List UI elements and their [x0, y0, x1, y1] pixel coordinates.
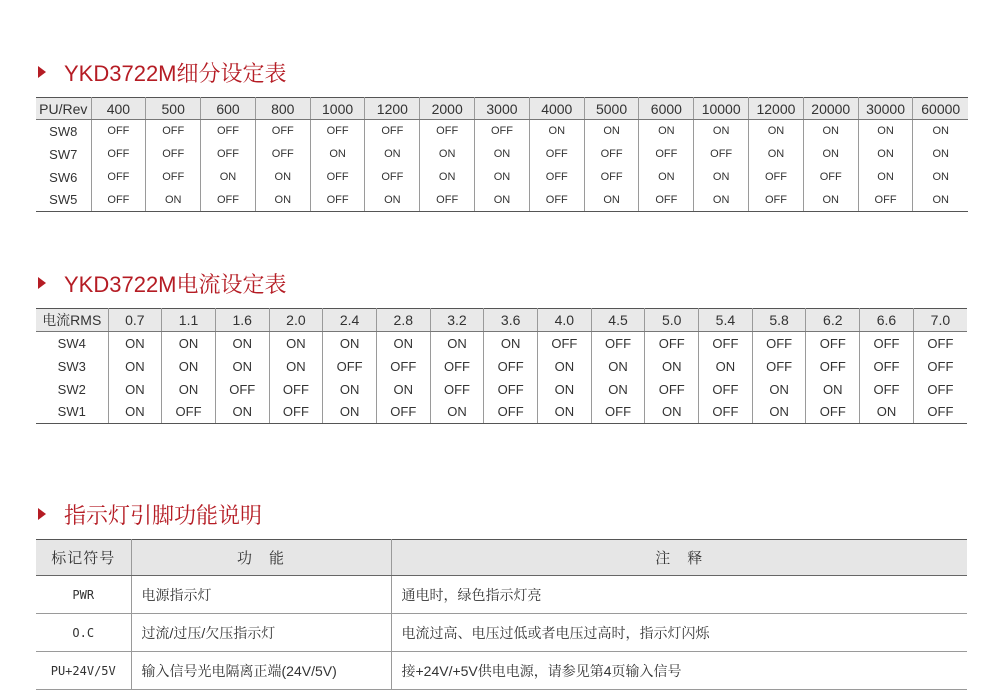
switch-state-cell: OFF	[694, 143, 749, 166]
switch-state-cell: ON	[803, 189, 858, 212]
switch-state-cell: ON	[538, 378, 592, 401]
switch-state-cell: ON	[639, 166, 694, 189]
switch-state-cell: ON	[162, 355, 216, 378]
subdivision-header-cell: 12000	[749, 98, 804, 120]
current-header-cell: 电流RMS	[36, 309, 108, 332]
switch-state-cell: OFF	[913, 401, 967, 424]
switch-state-cell: ON	[108, 332, 162, 355]
current-header-cell: 0.7	[108, 309, 162, 332]
subdivision-header-cell: 4000	[529, 98, 584, 120]
subdivision-header-row	[36, 98, 968, 120]
switch-label: SW5	[36, 189, 91, 212]
switch-state-cell: OFF	[430, 355, 484, 378]
switch-state-cell: ON	[420, 166, 475, 189]
switch-state-cell: ON	[376, 332, 430, 355]
switch-label: SW1	[36, 401, 108, 424]
switch-state-cell: OFF	[91, 166, 146, 189]
switch-state-cell: OFF	[584, 143, 639, 166]
switch-state-cell: ON	[420, 143, 475, 166]
subdivision-header-cell: 600	[201, 98, 256, 120]
switch-state-cell: OFF	[806, 355, 860, 378]
switch-state-cell: OFF	[860, 355, 914, 378]
switch-state-cell: ON	[591, 378, 645, 401]
switch-label: SW7	[36, 143, 91, 166]
switch-state-cell: OFF	[645, 378, 699, 401]
switch-state-cell: OFF	[913, 332, 967, 355]
switch-state-cell: OFF	[201, 120, 256, 143]
subdivision-header-cell: 20000	[803, 98, 858, 120]
switch-state-cell: ON	[255, 166, 310, 189]
triangle-bullet-icon	[38, 277, 46, 289]
table-row	[36, 401, 967, 424]
pins-title-text: 指示灯引脚功能说明	[64, 502, 263, 528]
subdivision-table	[36, 97, 968, 212]
switch-state-cell: ON	[694, 189, 749, 212]
switch-state-cell: ON	[806, 378, 860, 401]
switch-state-cell: ON	[591, 355, 645, 378]
table-row	[36, 332, 967, 355]
switch-state-cell: ON	[108, 355, 162, 378]
current-header-cell: 6.6	[860, 309, 914, 332]
switch-state-cell: OFF	[376, 401, 430, 424]
current-header-cell: 2.8	[376, 309, 430, 332]
switch-state-cell: OFF	[699, 401, 753, 424]
subdivision-header-cell: 30000	[858, 98, 913, 120]
current-header-row	[36, 309, 967, 332]
switch-state-cell: ON	[860, 401, 914, 424]
pins-header-function: 功 能	[131, 540, 391, 576]
current-header-cell: 5.0	[645, 309, 699, 332]
switch-label: SW3	[36, 355, 108, 378]
table-row	[36, 120, 968, 143]
switch-state-cell: OFF	[913, 378, 967, 401]
current-header-cell: 6.2	[806, 309, 860, 332]
switch-state-cell: ON	[215, 401, 269, 424]
subdivision-header-cell: 800	[255, 98, 310, 120]
table-row	[36, 614, 967, 652]
switch-state-cell: OFF	[430, 378, 484, 401]
switch-state-cell: OFF	[201, 143, 256, 166]
switch-state-cell: OFF	[538, 332, 592, 355]
switch-state-cell: OFF	[310, 189, 365, 212]
switch-state-cell: OFF	[215, 378, 269, 401]
switch-state-cell: OFF	[310, 166, 365, 189]
switch-state-cell: OFF	[484, 378, 538, 401]
switch-state-cell: OFF	[91, 189, 146, 212]
pins-section-title	[38, 499, 262, 529]
switch-state-cell: ON	[146, 189, 201, 212]
switch-state-cell: ON	[584, 120, 639, 143]
switch-state-cell: ON	[858, 166, 913, 189]
switch-state-cell: OFF	[749, 166, 804, 189]
subdivision-header-cell: 6000	[639, 98, 694, 120]
switch-state-cell: OFF	[645, 332, 699, 355]
switch-state-cell: OFF	[806, 332, 860, 355]
switch-state-cell: OFF	[484, 355, 538, 378]
switch-state-cell: ON	[913, 166, 968, 189]
table-row	[36, 652, 967, 690]
switch-state-cell: OFF	[529, 166, 584, 189]
pins-header-row	[36, 540, 967, 576]
subdivision-header-cell: 1000	[310, 98, 365, 120]
switch-state-cell: ON	[699, 355, 753, 378]
pins-header-symbol: 标记符号	[36, 540, 131, 576]
switch-state-cell: ON	[645, 355, 699, 378]
switch-state-cell: OFF	[91, 120, 146, 143]
switch-state-cell: OFF	[858, 189, 913, 212]
switch-state-cell: ON	[858, 120, 913, 143]
switch-state-cell: OFF	[749, 189, 804, 212]
switch-state-cell: OFF	[584, 166, 639, 189]
pins-table	[36, 539, 967, 690]
switch-state-cell: ON	[858, 143, 913, 166]
switch-state-cell: ON	[365, 189, 420, 212]
switch-state-cell: ON	[310, 143, 365, 166]
switch-state-cell: OFF	[365, 120, 420, 143]
switch-state-cell: ON	[215, 332, 269, 355]
switch-state-cell: ON	[201, 166, 256, 189]
table-row	[36, 166, 968, 189]
table-row	[36, 143, 968, 166]
switch-state-cell: ON	[162, 378, 216, 401]
pin-symbol: PU+24V/5V	[36, 652, 131, 690]
switch-state-cell: ON	[803, 120, 858, 143]
switch-state-cell: ON	[475, 166, 530, 189]
switch-state-cell: OFF	[310, 120, 365, 143]
switch-state-cell: ON	[639, 120, 694, 143]
current-title-text: YKD3722M电流设定表	[64, 271, 287, 297]
switch-state-cell: ON	[215, 355, 269, 378]
switch-state-cell: ON	[913, 189, 968, 212]
switch-state-cell: ON	[430, 332, 484, 355]
switch-state-cell: ON	[645, 401, 699, 424]
switch-state-cell: ON	[323, 378, 377, 401]
current-header-cell: 7.0	[913, 309, 967, 332]
subdivision-header-cell: 2000	[420, 98, 475, 120]
triangle-bullet-icon	[38, 66, 46, 78]
switch-state-cell: OFF	[376, 355, 430, 378]
pin-symbol: PWR	[36, 576, 131, 614]
switch-label: SW6	[36, 166, 91, 189]
switch-state-cell: ON	[376, 378, 430, 401]
switch-state-cell: OFF	[365, 166, 420, 189]
switch-state-cell: OFF	[699, 378, 753, 401]
subdivision-section-title	[38, 57, 287, 87]
switch-state-cell: ON	[749, 143, 804, 166]
current-header-cell: 1.6	[215, 309, 269, 332]
switch-state-cell: OFF	[146, 166, 201, 189]
subdivision-header-cell: 60000	[913, 98, 968, 120]
current-header-cell: 3.6	[484, 309, 538, 332]
switch-state-cell: ON	[162, 332, 216, 355]
current-header-cell: 4.5	[591, 309, 645, 332]
switch-state-cell: OFF	[591, 332, 645, 355]
switch-state-cell: OFF	[752, 332, 806, 355]
pin-symbol: O.C	[36, 614, 131, 652]
table-row	[36, 355, 967, 378]
switch-state-cell: ON	[694, 120, 749, 143]
pins-header-note: 注 释	[391, 540, 967, 576]
table-row	[36, 189, 968, 212]
switch-label: SW4	[36, 332, 108, 355]
switch-state-cell: ON	[538, 401, 592, 424]
switch-state-cell: ON	[913, 143, 968, 166]
switch-state-cell: ON	[255, 189, 310, 212]
switch-state-cell: OFF	[806, 401, 860, 424]
switch-state-cell: OFF	[255, 120, 310, 143]
switch-state-cell: ON	[269, 332, 323, 355]
switch-state-cell: ON	[269, 355, 323, 378]
switch-state-cell: OFF	[699, 332, 753, 355]
table-row	[36, 378, 967, 401]
subdivision-header-cell: 500	[146, 98, 201, 120]
switch-state-cell: ON	[752, 401, 806, 424]
switch-state-cell: OFF	[420, 120, 475, 143]
switch-state-cell: OFF	[146, 143, 201, 166]
table-row	[36, 576, 967, 614]
switch-state-cell: ON	[584, 189, 639, 212]
switch-state-cell: ON	[108, 401, 162, 424]
current-header-cell: 1.1	[162, 309, 216, 332]
current-header-cell: 5.4	[699, 309, 753, 332]
switch-state-cell: OFF	[269, 401, 323, 424]
switch-state-cell: ON	[529, 120, 584, 143]
switch-state-cell: OFF	[752, 355, 806, 378]
switch-state-cell: ON	[803, 143, 858, 166]
current-header-cell: 3.2	[430, 309, 484, 332]
switch-state-cell: ON	[108, 378, 162, 401]
switch-state-cell: ON	[430, 401, 484, 424]
subdivision-header-cell: 400	[91, 98, 146, 120]
current-header-cell: 2.4	[323, 309, 377, 332]
switch-state-cell: OFF	[860, 332, 914, 355]
pin-function: 电源指示灯	[131, 576, 391, 614]
triangle-bullet-icon	[38, 508, 46, 520]
pin-function: 输入信号光电隔离正端(24V/5V)	[131, 652, 391, 690]
switch-state-cell: OFF	[639, 143, 694, 166]
switch-state-cell: ON	[913, 120, 968, 143]
current-header-cell: 5.8	[752, 309, 806, 332]
switch-state-cell: OFF	[323, 355, 377, 378]
switch-state-cell: OFF	[639, 189, 694, 212]
switch-state-cell: OFF	[420, 189, 475, 212]
switch-state-cell: ON	[323, 401, 377, 424]
subdivision-header-cell: 3000	[475, 98, 530, 120]
subdivision-header-cell: 5000	[584, 98, 639, 120]
switch-label: SW2	[36, 378, 108, 401]
switch-state-cell: OFF	[529, 143, 584, 166]
pin-note: 接+24V/+5V供电电源，请参见第4页输入信号	[391, 652, 967, 690]
switch-state-cell: OFF	[803, 166, 858, 189]
subdivision-header-cell: 1200	[365, 98, 420, 120]
switch-state-cell: OFF	[255, 143, 310, 166]
switch-state-cell: OFF	[475, 120, 530, 143]
switch-state-cell: ON	[694, 166, 749, 189]
switch-state-cell: ON	[484, 332, 538, 355]
switch-state-cell: OFF	[529, 189, 584, 212]
switch-state-cell: OFF	[91, 143, 146, 166]
switch-state-cell: ON	[475, 189, 530, 212]
current-header-cell: 2.0	[269, 309, 323, 332]
switch-state-cell: ON	[475, 143, 530, 166]
switch-state-cell: OFF	[591, 401, 645, 424]
pin-note: 通电时，绿色指示灯亮	[391, 576, 967, 614]
current-table	[36, 308, 967, 424]
switch-state-cell: ON	[752, 378, 806, 401]
switch-state-cell: OFF	[162, 401, 216, 424]
switch-state-cell: OFF	[269, 378, 323, 401]
pin-function: 过流/过压/欠压指示灯	[131, 614, 391, 652]
switch-state-cell: ON	[749, 120, 804, 143]
switch-state-cell: ON	[538, 355, 592, 378]
switch-state-cell: OFF	[913, 355, 967, 378]
switch-label: SW8	[36, 120, 91, 143]
current-header-cell: 4.0	[538, 309, 592, 332]
subdivision-header-cell: 10000	[694, 98, 749, 120]
subdivision-title-text: YKD3722M细分设定表	[64, 60, 287, 86]
pin-note: 电流过高、电压过低或者电压过高时，指示灯闪烁	[391, 614, 967, 652]
switch-state-cell: OFF	[860, 378, 914, 401]
switch-state-cell: ON	[365, 143, 420, 166]
switch-state-cell: OFF	[146, 120, 201, 143]
switch-state-cell: OFF	[201, 189, 256, 212]
switch-state-cell: ON	[323, 332, 377, 355]
switch-state-cell: OFF	[484, 401, 538, 424]
subdivision-header-cell: PU/Rev	[36, 98, 91, 120]
current-section-title	[38, 268, 287, 298]
